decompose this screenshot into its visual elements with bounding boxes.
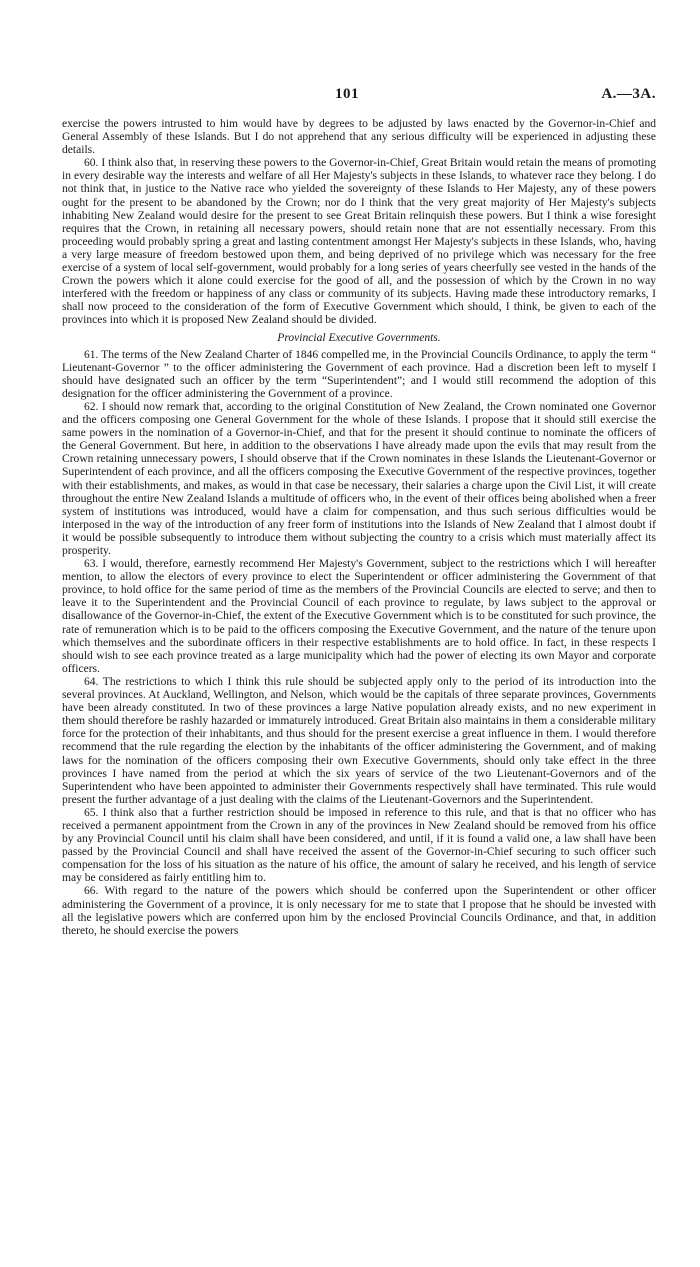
page-number: 101 [335, 86, 359, 102]
paragraph-66: 66. With regard to the nature of the powers which should be conferred upon the Superintendent or other officer administering the Government of a province, it is only necessary for me to state that I propose that he should be invested with all the legislative powers which are conferred upon him by the enclosed Provincial Councils Ordinance, and that, in addition thereto, he should exercise the powers [62, 885, 656, 937]
paragraph-62: 62. I should now remark that, according to the original Constitution of New Zealand, the Crown nominated one Governor and the officers composing one General Government for the whole of these Islands. I propose that it should still exercise the same powers in the nomination of a Governor-in-Chief, and that for the present it should continue to nominate the officers of the General Government. But here, in addition to the observations I have already made upon the evils that may result from the Crown retaining unnecessary powers, I should observe that if the Crown nominates in these Islands the Lieutenant-Governor or Superintendent of each province, and all the officers composing the Executive Government of the respective provinces, together with their establishments, and makes, as would in that case be necessary, their salaries a charge upon the Civil List, it will create throughout the entire New Zealand Islands a multitude of officers who, in the event of their offices being abolished when a freer system of institutions was introduced, would have a claim for compensation, and thus such serious difficulties would be interposed in the way of the introduction of any freer form of institutions into the Islands of New Zealand that I almost doubt if it would be possible subsequently to introduce them without subjecting the country to a crisis which must materially affect its prosperity. [62, 400, 656, 557]
paragraph-continuation: exercise the powers intrusted to him would have by degrees to be adjusted by laws enacted by the Governor-in-Chief and General Assembly of these Islands. But I do not apprehend that any serious difficulty will be experienced in adjusting these details. [62, 118, 656, 157]
document-body [62, 118, 656, 938]
paragraph-63: 63. I would, therefore, earnestly recommend Her Majesty's Government, subject to the restrictions which I will hereafter mention, to allow the electors of every province to elect the Superintendent or officer administering the Government of that province, to hold office for the same period of time as the members of the Provincial Councils are elected to serve; and then to leave it to the Superintendent and the Provincial Council of each province to regulate, by laws subject to the approval or disallowance of the Governor-in-Chief, the extent of the Executive Government which is to be constituted for such province, the rate of remuneration which is to be paid to the officers composing the Executive Government, and the nature of the tenure upon which themselves and the subordinate officers in their respective establishments are to hold office. In fact, in these respects I should wish to see each province treated as a large municipality which had the power of electing its own Mayor and corporate officers. [62, 558, 656, 675]
paragraph-61: 61. The terms of the New Zealand Charter of 1846 compelled me, in the Provincial Councils Ordinance, to apply the term “ Lieutenant-Governor ” to the officer administering the Government of each province. Had a discretion been left to myself I should have designated such an officer by the term “Superintendent”; and I would still recommend the adoption of this designation for the officer administering the Government of a province. [62, 348, 656, 400]
section-heading: Provincial Executive Governments. [277, 331, 441, 344]
document-reference: A.—3A. [601, 86, 656, 102]
paragraph-64: 64. The restrictions to which I think this rule should be subjected apply only to the period of its introduction into the several provinces. At Auckland, Wellington, and Nelson, which would be the capitals of three separate provinces, Governments have been already constituted. In two of these provinces a large Native population already exists, and no new experiment in them should therefore be rashly hazarded or immaturely introduced. Great Britain also maintains in them a considerable military force for the protection of their inhabitants, and thus should for the present exercise a great influence in them. I would therefore recommend that the rule regarding the election by the inhabitants of the officer administering the Government, and of making laws for the nomination of the officers composing their own Executive Governments, should only take effect in the three provinces I have named from the period at which the six years of service of the two Lieutenant-Governors and of the Superintendent who have been appointed to administer their Governments respectively shall have terminated. This rule would present the further advantage of a just dealing with the claims of the Lieutenant-Governors and the Superintendent. [62, 675, 656, 806]
paragraph-60: 60. I think also that, in reserving these powers to the Governor-in-Chief, Great Britain would retain the means of promoting in every desirable way the interests and welfare of all Her Majesty's subjects in these Islands, to whatever race they belong. I do not think that, in justice to the Native race who yielded the sovereignty of these Islands to Her Majesty, any of these powers ought for the present to be abandoned by the Crown; nor do I think that the very great majority of Her Majesty's subjects inhabiting New Zealand would desire for the present to see Great Britain relinquish these powers. But I think a wise foresight requires that the Crown, in retaining all necessary powers, should retain none that are not essentially necessary. From this proceeding would probably spring a great and lasting contentment amongst Her Majesty's subjects in these Islands, who, having a very large measure of freedom bestowed upon them, and being deprived of no privilege which was necessary for the free exercise of a system of local self-government, would probably for a long series of years cheerfully see vested in the hands of the Crown the powers which it alone could exercise for the good of all, and the possession of which by the Crown in no way interfered with the freedom or happiness of any class or community of its subjects. Having made these introductory remarks, I shall now proceed to the consideration of the form of Executive Government which should, I think, be given to each of the provinces into which it is proposed New Zealand should be divided. [62, 157, 656, 327]
paragraph-65: 65. I think also that a further restriction should be imposed in reference to this rule, and that is that no officer who has received a permanent appointment from the Crown in any of the provinces in New Zealand should be removed from his office by any Provincial Council until his claim shall have been considered, and until, if it is found a valid one, a law shall have been passed by the Provincial Council and shall have received the assent of the Governor-in-Chief securing to such officer such compensation for the loss of his situation as the nature of his office, the amount of salary he received, and his length of service may be considered as fairly entitling him to. [62, 806, 656, 885]
